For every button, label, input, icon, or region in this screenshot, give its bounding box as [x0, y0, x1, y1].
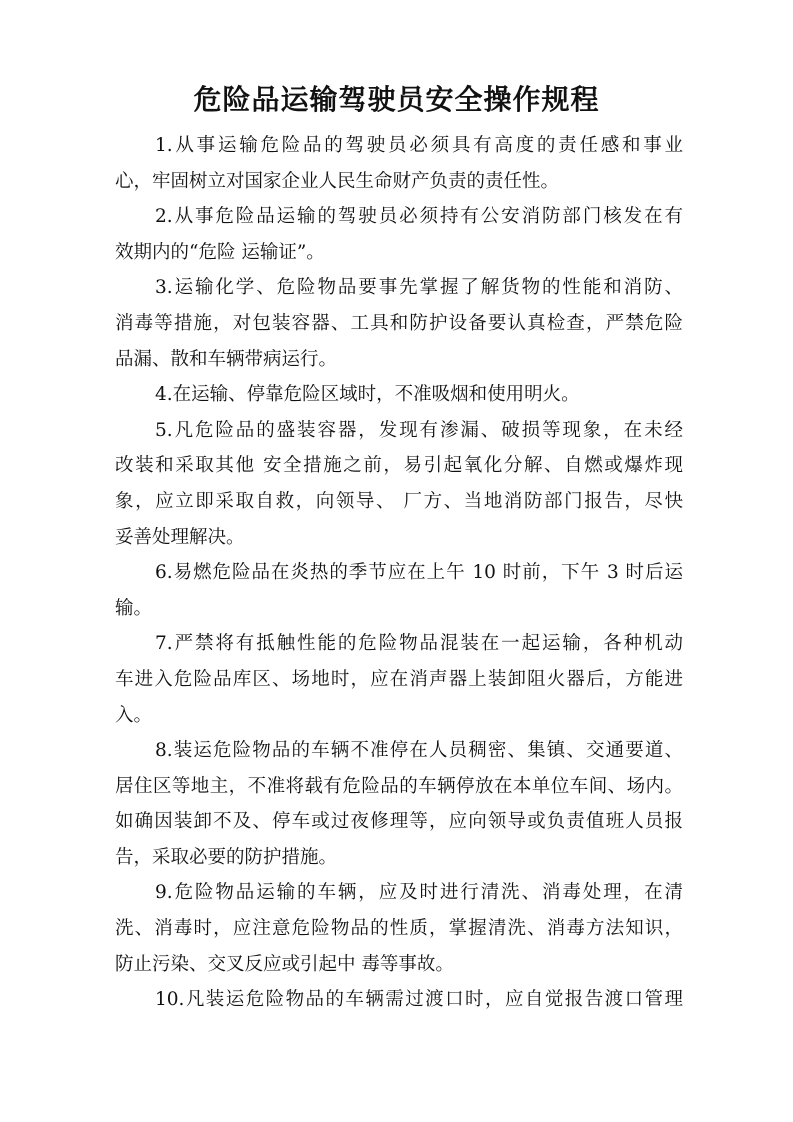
text-line: 1.从事运输危险品的驾驶员必须具有高度的责任感和事业	[155, 135, 683, 156]
paragraph-4	[115, 377, 683, 413]
text-line: 改装和采取其他 安全措施之前，易引起氧化分解、自燃或爆炸现	[115, 455, 683, 477]
document-body	[115, 128, 683, 1018]
text-line: 9.危险物品运输的车辆，应及时进行清洗、消毒处理，在清	[155, 882, 683, 904]
text-line: 8.装运危险物品的车辆不准停在人员稠密、集镇、交通要道、	[155, 740, 683, 762]
text-line: 输。	[115, 597, 153, 619]
text-line: 妥善处理解决。	[115, 526, 245, 548]
text-line: 入。	[115, 704, 153, 726]
text-line: 4.在运输、停靠危险区域时，不准吸烟和使用明火。	[155, 384, 580, 406]
text-line: 洗、消毒时，应注意危险物品的性质，掌握清洗、消毒方法知识，	[115, 918, 683, 940]
text-line: 效期内的“危险 运输证”。	[115, 241, 325, 263]
paragraph-2	[115, 199, 683, 270]
paragraph-10	[115, 982, 683, 1018]
text-line: 6.易燃危险品在炎热的季节应在上午 10 时前，下午 3 时后运	[155, 562, 683, 584]
text-line: 告，采取必要的防护措施。	[115, 846, 338, 868]
text-line: 5.凡危险品的盛装容器，发现有渗漏、破损等现象，在未经	[155, 419, 683, 441]
text-line: 象，应立即采取自救，向领导、 厂方、当地消防部门报告，尽快	[115, 490, 683, 512]
text-line: 3.运输化学、危险物品要事先掌握了解货物的性能和消防、	[155, 277, 683, 299]
text-line: 居住区等地主，不准将载有危险品的车辆停放在本单位车间、场内。	[115, 775, 683, 797]
paragraph-8	[115, 733, 683, 875]
text-line: 10.凡装运危险物品的车辆需过渡口时，应自觉报告渡口管理	[155, 989, 683, 1011]
paragraph-1	[115, 128, 683, 199]
paragraph-6	[115, 555, 683, 626]
text-line: 消毒等措施，对包装容器、工具和防护设备要认真检查，严禁危险	[115, 312, 683, 334]
text-line: 如确因装卸不及、停车或过夜修理等，应向领导或负责值班人员报	[115, 811, 683, 833]
text-line: 品漏、散和车辆带病运行。	[115, 348, 338, 370]
document-title: 危险品运输驾驶员安全操作规程	[193, 83, 600, 116]
paragraph-9	[115, 875, 683, 982]
paragraph-5	[115, 413, 683, 555]
text-line: 车进入危险品库区、场地时，应在消声器上装卸阻火器后，方能进	[115, 668, 683, 690]
text-line: 7.严禁将有抵触性能的危险物品混装在一起运输，各种机动	[155, 633, 683, 655]
paragraph-3	[115, 270, 683, 377]
paragraph-7	[115, 626, 683, 733]
text-line: 心，牢固树立对国家企业人民生命财产负责的责任性。	[115, 170, 560, 192]
text-line: 防止污染、交叉反应或引起中 毒等事故。	[115, 953, 454, 975]
text-line: 2.从事危险品运输的驾驶员必须持有公安消防部门核发在有	[155, 206, 683, 228]
